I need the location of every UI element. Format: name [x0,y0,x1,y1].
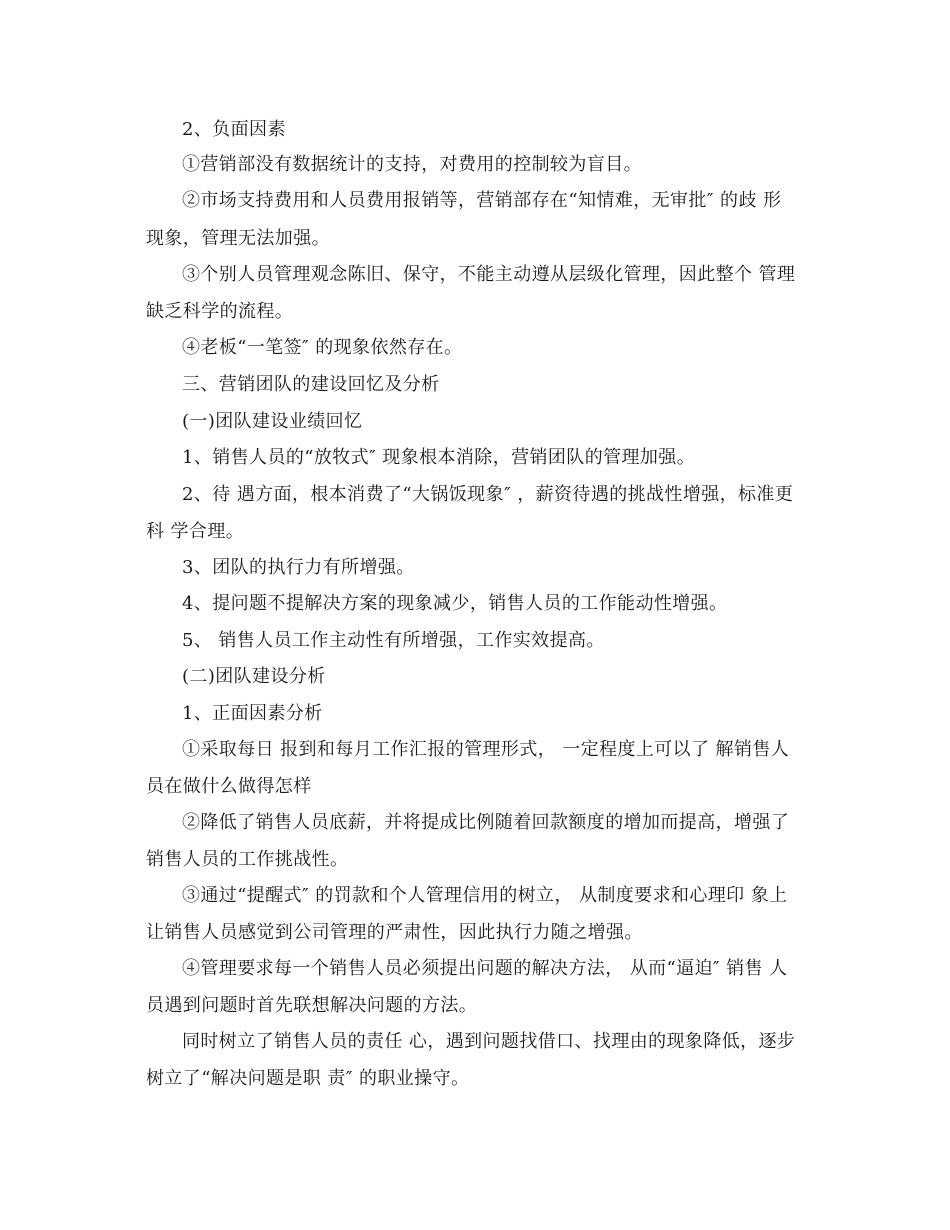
text-line: 科 学合理。 [146,521,245,542]
text-line: 现象，管理无法加强。 [146,228,330,249]
text-line: ①采取每日 报到和每月工作汇报的管理形式， 一定程度上可以了 解销售人 [182,739,790,760]
text-line: 员在做什么做得怎样 [146,776,312,797]
text-line: 同时树立了销售人员的责任 心，遇到问题找借口、找理由的现象降低，逐步 [182,1031,796,1052]
text-line: 1、正面因素分析 [182,703,323,724]
text-line: 2、待 遇方面，根本消费了“大锅饭现象″ ，薪资待遇的挑战性增强，标准更 [182,484,794,505]
text-line: 销售人员的工作挑战性。 [146,849,349,870]
text-line: 5、 销售人员工作主动性有所增强，工作实效提高。 [182,630,605,651]
text-line: ①营销部没有数据统计的支持，对费用的控制较为盲目。 [182,154,642,175]
section-heading: 三、营销团队的建设回忆及分析 [182,374,440,395]
text-line: ②降低了销售人员底薪，并将提成比例随着回款额度的增加而提高，增强了 [182,812,790,833]
text-line: 缺乏科学的流程。 [146,301,294,322]
text-line: ③通过“提醒式″ 的罚款和个人管理信用的树立， 从制度要求和心理印 象上 [182,885,788,906]
text-line: 树立了“解决问题是职 责″ 的职业操守。 [146,1068,470,1089]
text-line: 让销售人员感觉到公司管理的严肃性，因此执行力随之增强。 [146,922,643,943]
text-line: 3、团队的执行力有所增强。 [182,557,415,578]
subsection-heading: (一)团队建设业绩回忆 [182,411,363,432]
subsection-heading: (二)团队建设分析 [182,666,326,687]
text-line: ④管理要求每一个销售人员必须提出问题的解决方法， 从而“逼迫″ 销售 人 [182,958,788,979]
text-line: 1、销售人员的“放牧式″ 现象根本消除，营销团队的管理加强。 [182,447,696,468]
text-line: ②市场支持费用和人员费用报销等，营销部存在“知情难，无审批″ 的歧 形 [182,190,782,211]
text-line: ④老板“一笔签″ 的现象依然存在。 [182,337,463,358]
text-line: 4、提问题不提解决方案的现象减少，销售人员的工作能动性增强。 [182,593,728,614]
text-line: 2、负面因素 [182,119,286,140]
text-line: 员遇到问题时首先联想解决问题的方法。 [146,995,478,1016]
text-line: ③个别人员管理观念陈旧、保守，不能主动遵从层级化管理，因此整个 管理 [182,264,796,285]
